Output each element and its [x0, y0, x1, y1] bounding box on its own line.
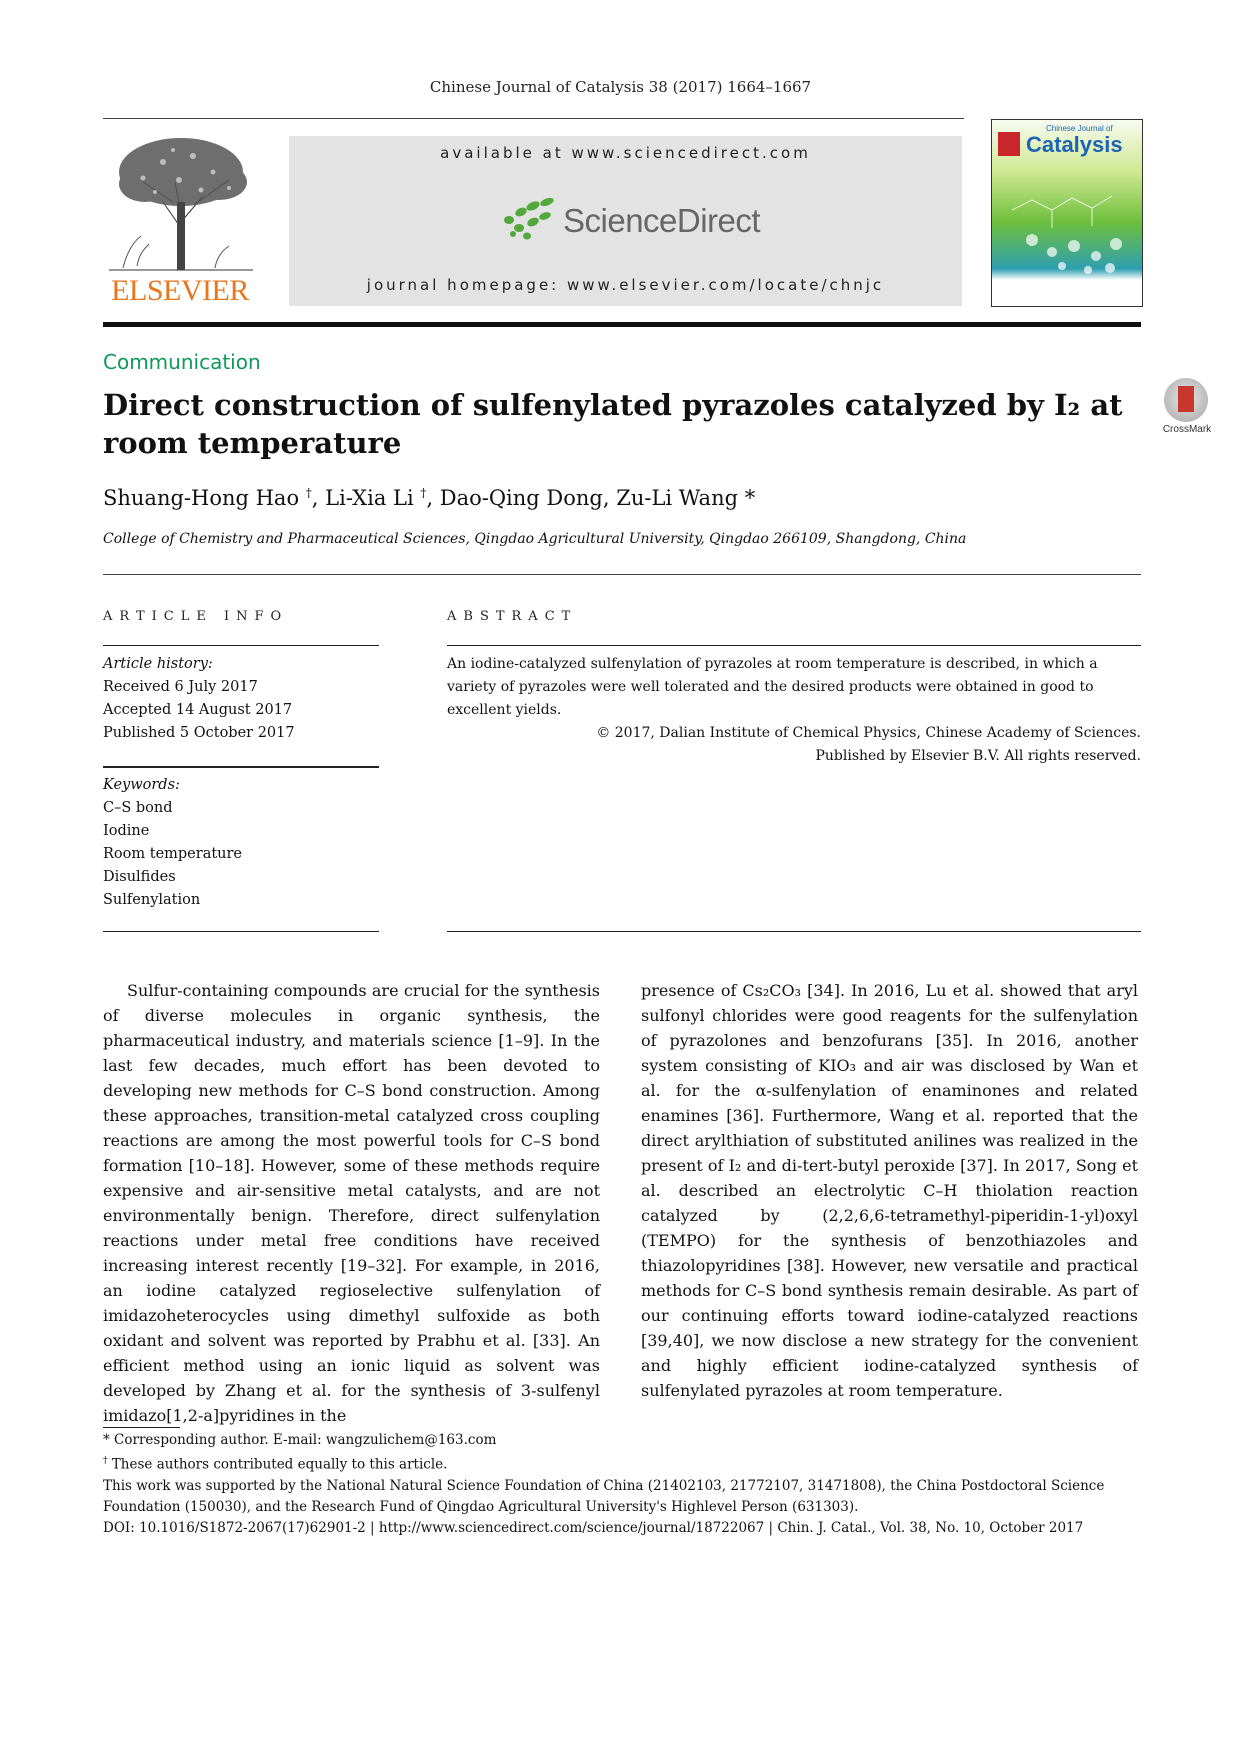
keywords-label: Keywords: — [103, 777, 180, 793]
article-info-heading: ARTICLE INFO — [103, 609, 289, 624]
equal-contribution-text: These authors contributed equally to this article. — [111, 1456, 448, 1473]
available-at-text: available at www.sciencedirect.com — [440, 144, 811, 162]
body-column-right — [641, 978, 1138, 1403]
equal-mark: † — [103, 1456, 108, 1466]
bookmark-icon — [1178, 386, 1194, 412]
cover-art-icon — [992, 120, 1142, 306]
cover-title: Catalysis — [1026, 132, 1123, 157]
history-label: Article history: — [103, 656, 213, 672]
author-name: Zu-Li Wang — [616, 486, 739, 510]
affiliation: College of Chemistry and Pharmaceutical Sciences, Qingdao Agricultural University, Qingdao 266109, Shangdong, China — [103, 531, 967, 547]
keyword: Room temperature — [103, 846, 243, 862]
keyword: Disulfides — [103, 869, 176, 885]
copyright-text: © 2017, Dalian Institute of Chemical Physics, Chinese Academy of Sciences. — [596, 725, 1141, 741]
info-divider — [103, 645, 379, 646]
abstract-divider — [447, 931, 1141, 932]
author-name: Shuang-Hong Hao — [103, 486, 300, 510]
abstract-divider — [447, 645, 1141, 646]
article-category: Communication — [103, 350, 261, 374]
crossmark-badge[interactable] — [1157, 378, 1217, 438]
info-divider — [103, 931, 379, 932]
tree-emblem-icon — [103, 132, 257, 272]
author-list: Shuang-Hong Hao †, Li-Xia Li †, Dao-Qing Dong, Zu-Li Wang * — [103, 486, 756, 510]
cover-subtitle: Chinese Journal of — [1046, 124, 1113, 133]
rights-text: Published by Elsevier B.V. All rights reserved. — [815, 748, 1141, 764]
elsevier-logo — [103, 132, 257, 308]
author-name: Li-Xia Li — [325, 486, 414, 510]
abstract-body — [447, 653, 1141, 768]
author-mark: † — [420, 486, 427, 500]
corresponding-author-note: * Corresponding author. E-mail: wangzulichem@163.com — [103, 1432, 497, 1448]
history-item: Published 5 October 2017 — [103, 725, 295, 741]
sciencedirect-wordmark: ScienceDirect — [563, 202, 761, 239]
sciencedirect-banner — [289, 136, 962, 306]
history-item: Received 6 July 2017 — [103, 679, 258, 695]
sciencedirect-logo[interactable] — [499, 196, 759, 246]
article-title: Direct construction of sulfenylated pyrazoles catalyzed by I₂ at room temperature — [103, 388, 1123, 460]
abstract-heading: ABSTRACT — [447, 609, 578, 624]
history-item: Accepted 14 August 2017 — [103, 702, 293, 718]
article-history — [103, 653, 295, 745]
keyword: Iodine — [103, 823, 150, 839]
footnotes — [103, 1430, 1143, 1539]
doi-note: DOI: 10.1016/S1872-2067(17)62901-2 | http://www.sciencedirect.com/science/journal/18722067 | Chin. J. Catal., Vol. 38, No. 10, October 2017 — [103, 1519, 1084, 1536]
elsevier-wordmark: ELSEVIER — [111, 274, 249, 307]
corresponding-mark: * — [744, 486, 756, 510]
body-column-left — [103, 978, 600, 1428]
funding-note: This work was supported by the National Natural Science Foundation of China (21402103, 21772107, 31471808), the China Postdoctoral Science Foundation (150030), and the Research Fund of Qingdao Agricultural University's Highlevel Person (631303). — [103, 1477, 1105, 1515]
equal-contribution-note — [103, 1451, 1143, 1476]
keyword: Sulfenylation — [103, 892, 201, 908]
footnote-divider — [103, 1427, 180, 1428]
sciencedirect-dots-icon — [499, 196, 559, 242]
body-paragraph: presence of Cs₂CO₃ [34]. In 2016, Lu et al. showed that aryl sulfonyl chlorides were good reagents for the sulfenylation of pyrazolones and benzofurans [35]. In 2016, another system consisting of KIO₃ and air was disclosed by Wan et al. for the α-sulfenylation of enaminones and related enamines [36]. Furthermore, Wang et al. reported that the direct arylthiation of substituted anilines was realized in the present of I₂ and di-tert-butyl peroxide [37]. In 2017, Song et al. described an electrolytic C–H thiolation reaction catalyzed by (2,2,6,6-tetramethyl-piperidin-1-yl)oxyl (TEMPO) for the synthesis of benzothiazoles and thiazolopyridines [38]. However, new versatile and practical methods for C–S bond synthesis remain desirable. As part of our continuing efforts toward iodine-catalyzed reactions [39,40], we now disclose a new strategy for the convenient and highly efficient iodine-catalyzed synthesis of sulfenylated pyrazoles at room temperature. — [641, 981, 1138, 1400]
crossmark-label: CrossMark — [1162, 424, 1212, 435]
body-paragraph: Sulfur-containing compounds are crucial for the synthesis of diverse molecules in organic synthesis, the pharmaceutical industry, and materials science [1–9]. In the last few decades, much effort has been devoted to developing new methods for C–S bond construction. Among these approaches, transition-metal catalyzed cross coupling reactions are among the most powerful tools for C–S bond formation [10–18]. However, some of these methods require expensive and air-sensitive metal catalysts, and are not environmentally benign. Therefore, direct sulfenylation reactions under metal free conditions have received increasing interest recently [19–32]. For example, in 2016, an iodine catalyzed regioselective sulfenylation of imidazoheterocycles using dimethyl sulfoxide as both oxidant and solvent was reported by Prabhu et al. [33]. An efficient method using an ionic liquid as solvent was developed by Zhang et al. for the synthesis of 3-sulfenyl imidazo[1,2-a]pyridines in the — [103, 981, 600, 1425]
journal-homepage-text: journal homepage: www.elsevier.com/locate/chnjc — [366, 276, 885, 294]
journal-reference: Chinese Journal of Catalysis 38 (2017) 1664–1667 — [429, 78, 812, 96]
header-divider — [103, 118, 964, 119]
header-main-divider — [103, 322, 1141, 327]
author-mark: † — [305, 486, 312, 500]
author-name: Dao-Qing Dong — [439, 486, 603, 510]
journal-cover-image — [991, 119, 1143, 307]
keyword: C–S bond — [103, 800, 173, 816]
keyword-list — [103, 774, 242, 912]
info-divider — [103, 766, 379, 768]
abstract-text: An iodine-catalyzed sulfenylation of pyrazoles at room temperature is described, in which a variety of pyrazoles were well tolerated and the desired products were obtained in good to excellent yields. — [447, 656, 1098, 718]
affiliation-divider — [103, 574, 1141, 575]
